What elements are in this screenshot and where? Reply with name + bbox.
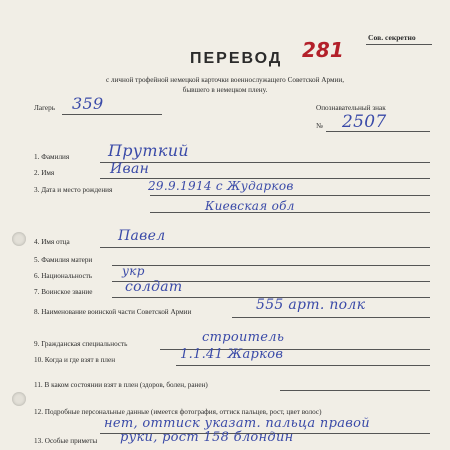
field-label: 11. В каком состоянии взят в плен (здоров, болен, ранен) [34,381,208,389]
red-handwritten-mark: 281 [302,38,344,62]
field-value-unit: 555 арт. полк [256,297,366,313]
field-value-personal-data: нет, оттиск указат. пальца правой [104,416,370,431]
field-line [176,365,430,366]
camp-label: Лагерь [34,104,55,112]
id-tag-value: 2507 [342,112,387,132]
id-tag-label: Опознавательный знак [316,104,386,112]
field-line [112,265,430,266]
field-value-name: Иван [110,161,150,177]
field-line [280,390,430,391]
field-label: 9. Гражданская специальность [34,340,128,348]
field-label: 6. Национальность [34,272,93,280]
field-value-rank: солдат [125,279,183,295]
camp-line [62,114,162,115]
field-line [232,317,430,318]
field-label: 13. Особые приметы [34,437,98,445]
field-label: 12. Подробные персональные данные (имеется фотография, оттиск пальцев, рост, цвет волос) [34,408,322,416]
field-label: 7. Воинское звание [34,288,93,296]
field-value-profession: строитель [202,330,285,345]
secret-underline [366,44,432,45]
subtitle-line1: с личной трофейной немецкой карточки военнослужащего Советской Армии, [106,76,344,84]
field-value-nationality: укр [122,264,145,278]
field-label: 5. Фамилия матери [34,256,93,264]
field-label: 4. Имя отца [34,238,70,246]
field-label: 2. Имя [34,169,55,177]
field-label: 8. Наименование воинской части Советской Армии [34,308,192,316]
field-label: 3. Дата и место рождения [34,186,113,194]
field-value-special-marks: руки, рост 158 блондин [120,430,294,445]
field-label: 1. Фамилия [34,153,70,161]
field-label: 10. Когда и где взят в плен [34,356,116,364]
field-value-birth: 29.9.1914 с Жударков [148,179,294,193]
id-tag-prefix: № [316,122,323,130]
field-line [150,195,430,196]
punch-hole [12,392,26,406]
document-title: ПЕРЕВОД [190,50,283,67]
camp-value: 359 [72,94,104,113]
field-value-capture: 1.1.41 Жарков [180,347,284,362]
field-line [100,162,430,163]
field-value-surname: Пруткий [108,141,189,160]
punch-hole [12,232,26,246]
field-value-father: Павел [118,228,166,244]
field-value-birth-region: Киевская обл [205,199,295,213]
field-line [100,247,430,248]
secret-stamp: Сов. секретно [368,33,416,42]
subtitle-line2: бывшего в немецком плену. [182,86,268,94]
